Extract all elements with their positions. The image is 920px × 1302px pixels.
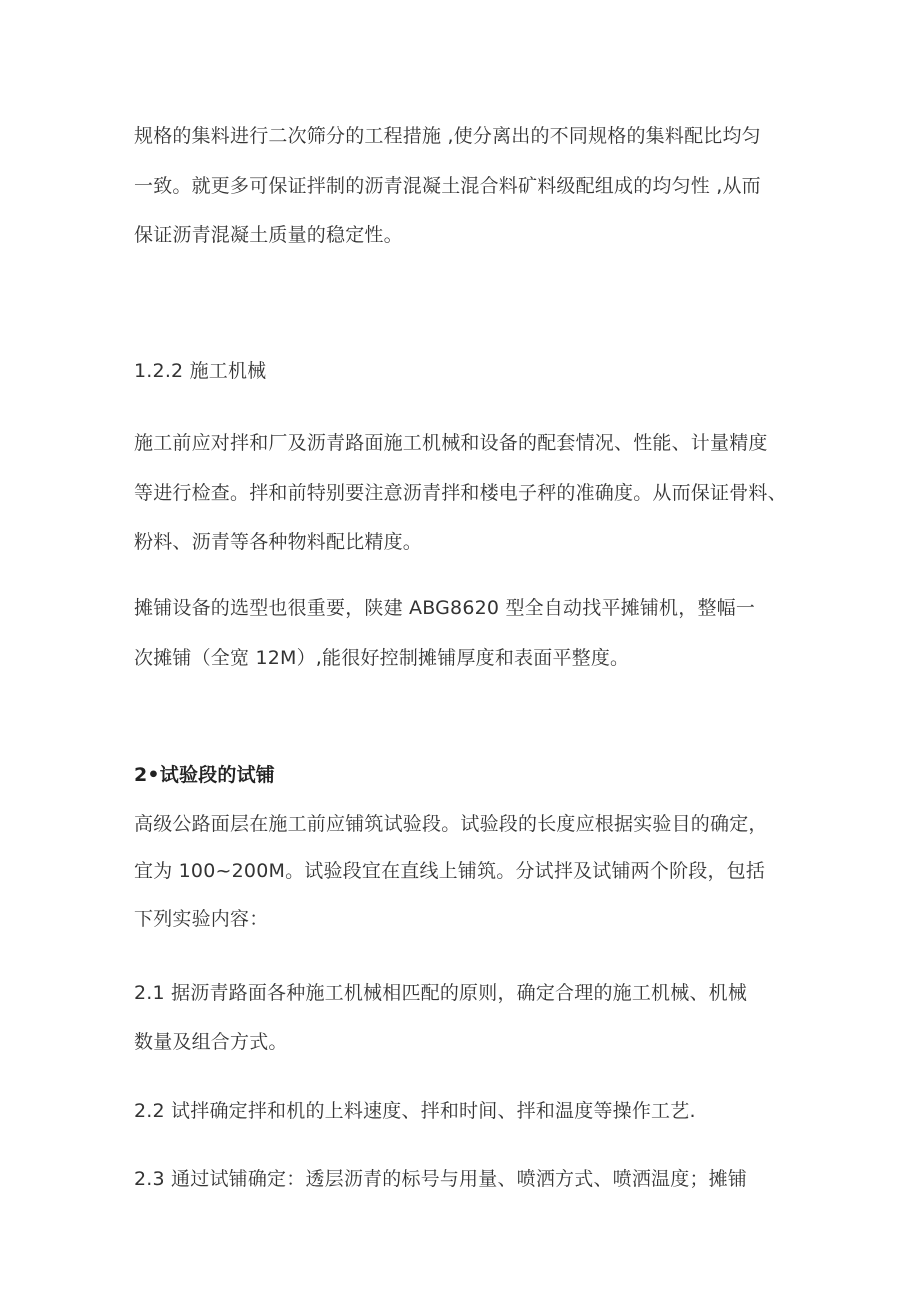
paragraph-line: 规格的集料进行二次筛分的工程措施 ,使分离出的不同规格的集料配比均匀 [134, 125, 761, 147]
list-item-2-2: 2.2 试拌确定拌和机的上料速度、拌和时间、拌和温度等操作工艺. [134, 1100, 696, 1122]
paragraph-line: 高级公路面层在施工前应铺筑试验段。试验段的长度应根据实验目的确定， [134, 813, 768, 835]
paragraph-line: 下列实验内容： [134, 908, 269, 930]
paragraph-line: 施工前应对拌和厂及沥青路面施工机械和设备的配套情况、性能、计量精度 [134, 432, 768, 454]
paragraph-line: 摊铺设备的选型也很重要，陕建 ABG8620 型全自动找平摊铺机，整幅一 [134, 597, 756, 619]
section-heading-1-2-2: 1.2.2 施工机械 [134, 360, 267, 382]
paragraph-line: 宜为 100~200M。试验段宜在直线上铺筑。分试拌及试铺两个阶段，包括 [134, 860, 766, 882]
section-heading-2: 2•试验段的试铺 [134, 764, 275, 786]
paragraph-line: 保证沥青混凝土质量的稳定性。 [134, 224, 403, 246]
paragraph-line: 粉料、沥青等各种物料配比精度。 [134, 531, 423, 553]
list-item-2-3: 2.3 通过试铺确定：透层沥青的标号与用量、喷洒方式、喷洒温度；摊铺 [134, 1168, 748, 1190]
paragraph-line: 一致。就更多可保证拌制的沥青混凝土混合料矿料级配组成的均匀性 ,从而 [134, 175, 761, 197]
paragraph-line: 次摊铺（全宽 12M）,能很好控制摊铺厚度和表面平整度。 [134, 647, 630, 669]
list-item-2-1: 2.1 据沥青路面各种施工机械相匹配的原则，确定合理的施工机械、机械 [134, 982, 748, 1004]
paragraph-line: 等进行检查。拌和前特别要注意沥青拌和楼电子秤的准确度。从而保证骨料、 [134, 482, 787, 504]
list-item-2-1-continued: 数量及组合方式。 [134, 1031, 288, 1053]
